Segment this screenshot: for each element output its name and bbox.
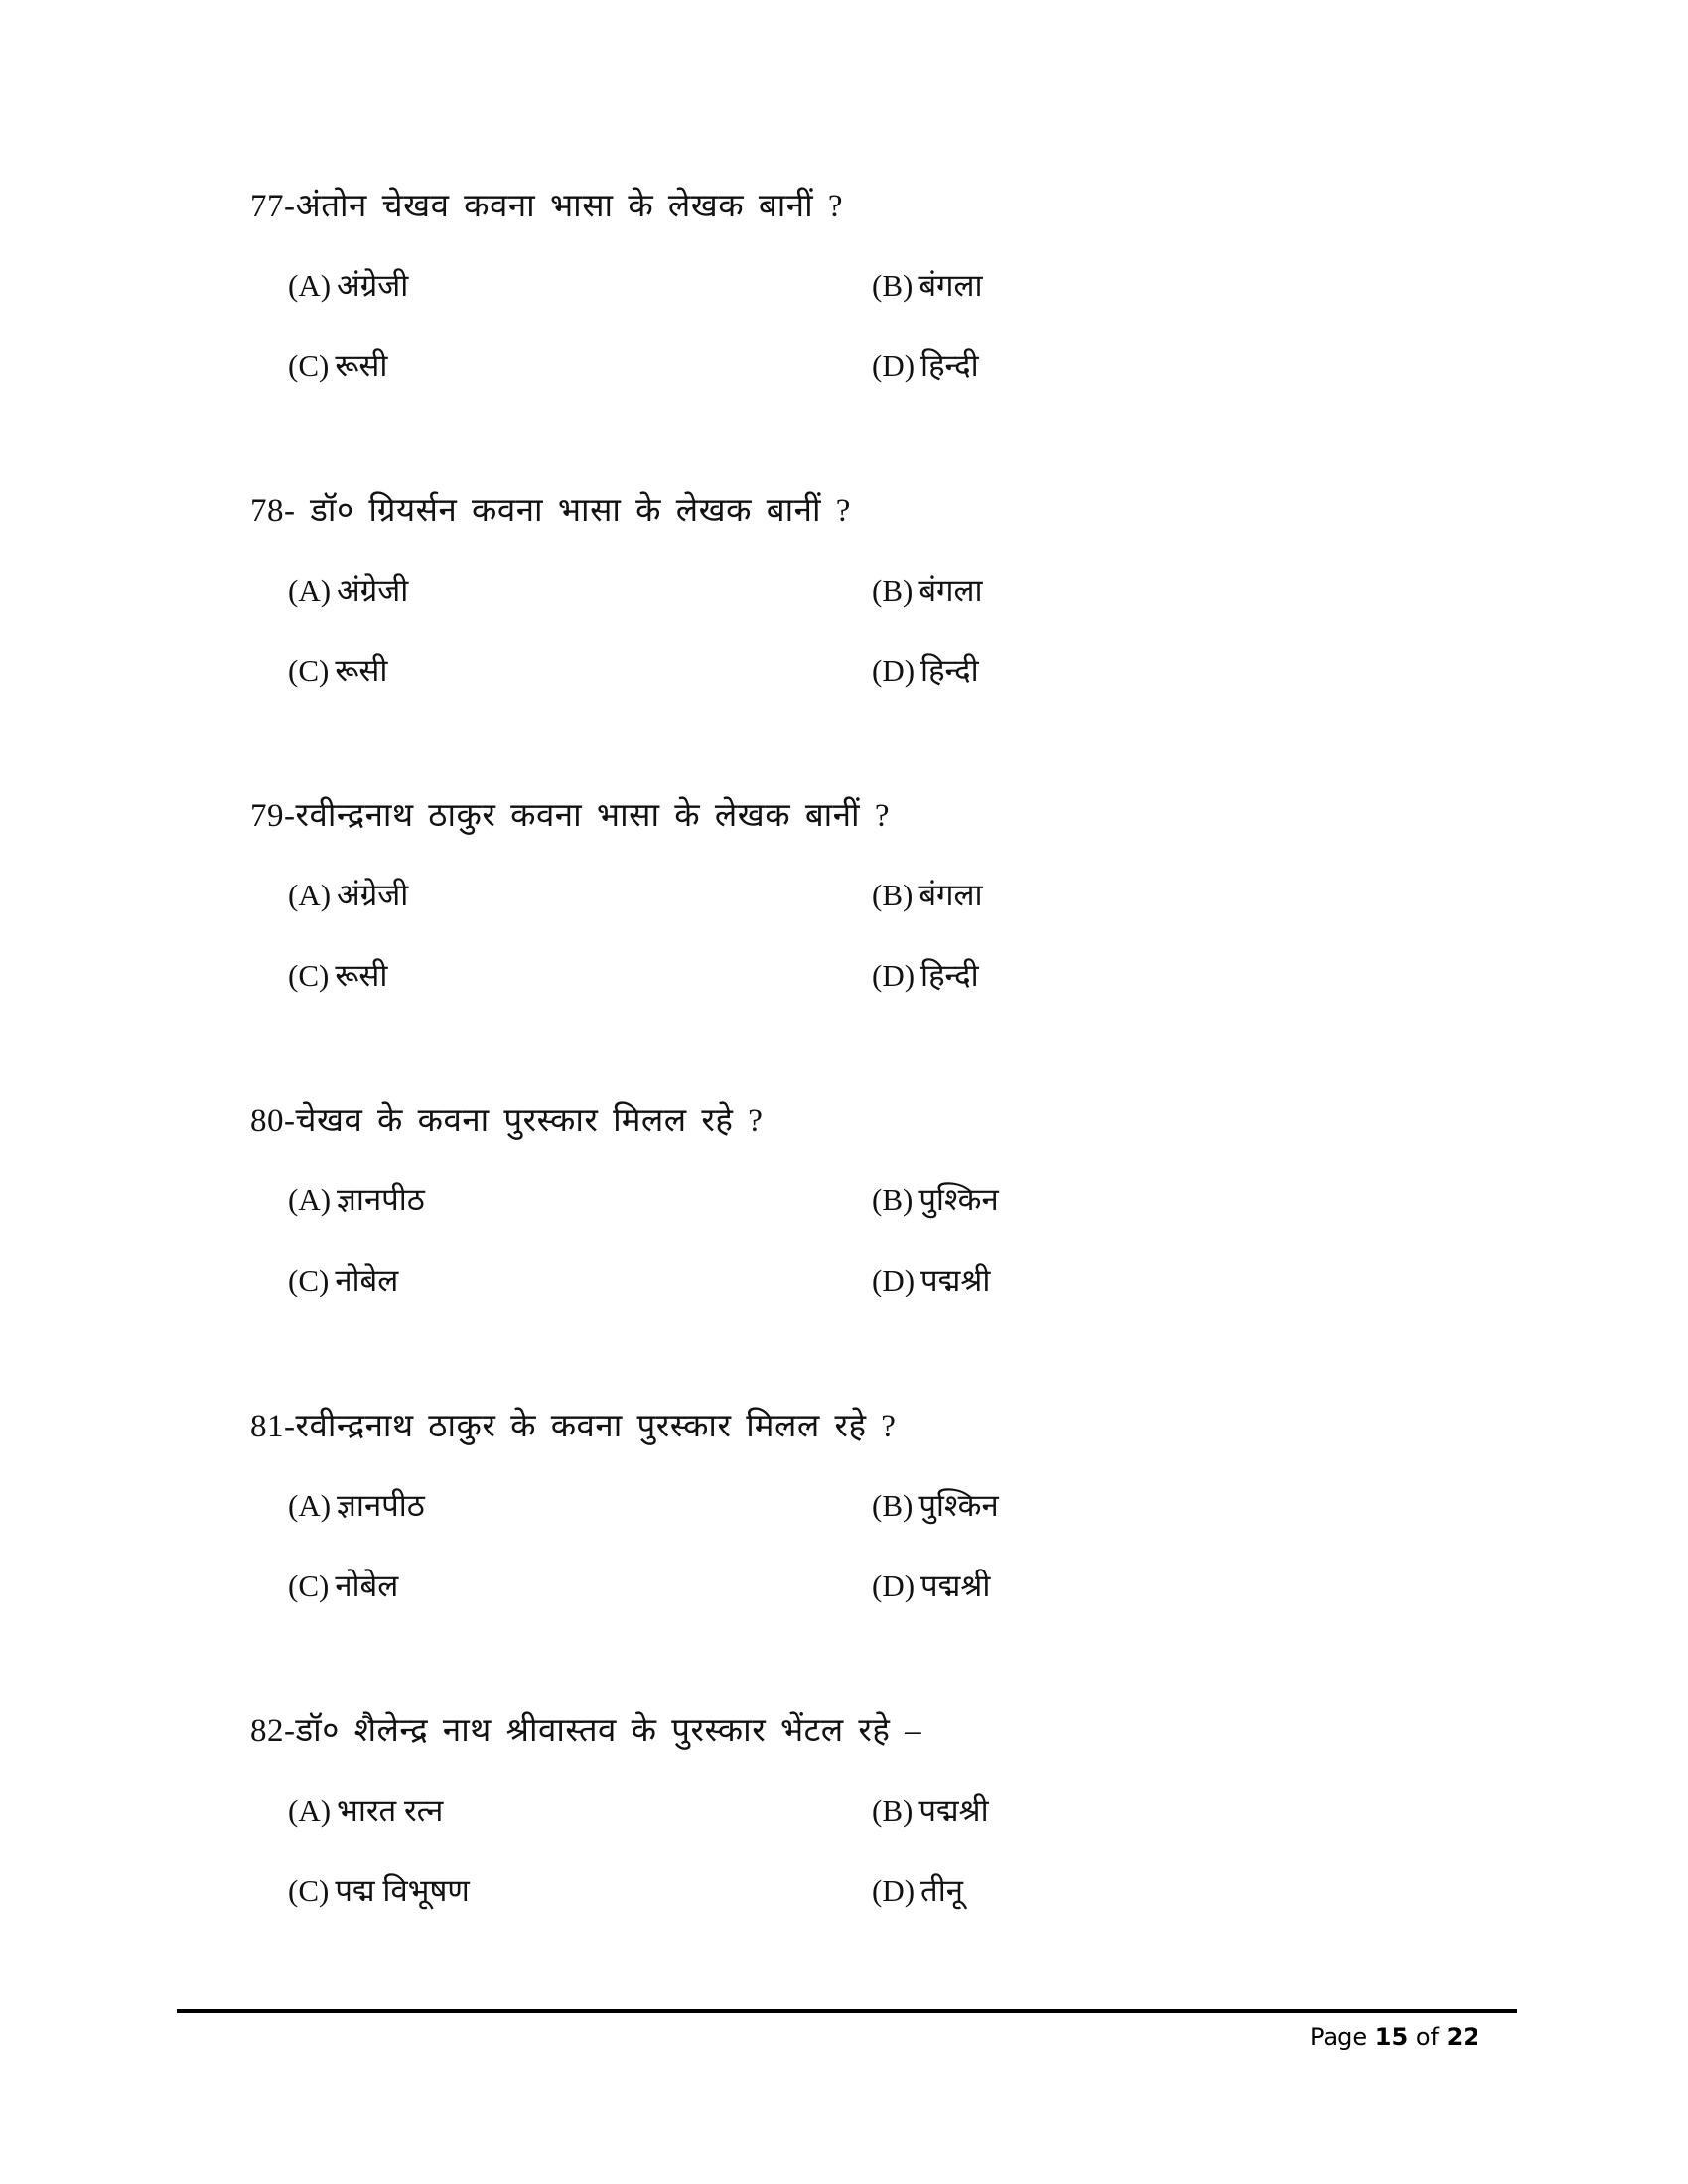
option-label: बंगला bbox=[918, 573, 983, 608]
footer-divider bbox=[177, 2009, 1517, 2013]
option-key: (D) bbox=[872, 958, 915, 993]
option-key: (B) bbox=[872, 1793, 914, 1828]
option-b bbox=[872, 1791, 989, 1831]
option-label: हिन्दी bbox=[920, 958, 979, 993]
option-d bbox=[872, 651, 979, 691]
option-d bbox=[872, 1261, 990, 1300]
option-key: (B) bbox=[872, 878, 914, 912]
current-page: 15 bbox=[1374, 2023, 1409, 2051]
option-label: तीनू bbox=[920, 1873, 963, 1908]
option-b bbox=[872, 266, 983, 306]
option-key: (A) bbox=[288, 878, 332, 912]
option-key: (C) bbox=[288, 1569, 330, 1603]
option-d bbox=[872, 1567, 990, 1606]
option-c bbox=[288, 1871, 470, 1911]
option-key: (C) bbox=[288, 653, 330, 688]
option-label: पद्मश्री bbox=[920, 1569, 991, 1603]
option-d bbox=[872, 346, 979, 386]
option-key: (C) bbox=[288, 958, 330, 993]
option-key: (D) bbox=[872, 348, 915, 383]
option-label: पुश्किन bbox=[918, 1182, 999, 1217]
option-c bbox=[288, 1261, 398, 1300]
option-key: (A) bbox=[288, 573, 332, 608]
option-label: रूसी bbox=[335, 653, 388, 688]
option-label: ज्ञानपीठ bbox=[337, 1488, 425, 1523]
option-key: (C) bbox=[288, 1263, 330, 1297]
option-label: बंगला bbox=[918, 268, 983, 303]
option-key: (B) bbox=[872, 1488, 914, 1523]
question-text: 82-डॉ० शैलेन्द्र नाथ श्रीवास्तव के पुरस्कार भेंटल रहे – bbox=[250, 1713, 922, 1749]
option-a bbox=[288, 1180, 425, 1220]
option-label: भारत रत्न bbox=[337, 1793, 444, 1828]
option-a bbox=[288, 876, 408, 915]
option-key: (B) bbox=[872, 1182, 914, 1217]
option-label: हिन्दी bbox=[920, 653, 979, 688]
question-text: 81-रवीन्द्रनाथ ठाकुर के कवना पुरस्कार मिलल रहे ? bbox=[250, 1409, 897, 1444]
option-key: (C) bbox=[288, 348, 330, 383]
option-label: अंग्रेजी bbox=[337, 268, 409, 303]
option-label: पद्म विभूषण bbox=[335, 1873, 470, 1908]
option-label: बंगला bbox=[918, 878, 983, 912]
option-a bbox=[288, 266, 408, 306]
option-d bbox=[872, 1871, 963, 1911]
option-label: अंग्रेजी bbox=[337, 878, 409, 912]
option-label: अंग्रेजी bbox=[337, 573, 409, 608]
option-c bbox=[288, 346, 387, 386]
of-label: of bbox=[1415, 2023, 1439, 2051]
option-key: (D) bbox=[872, 1569, 915, 1603]
option-d bbox=[872, 956, 979, 996]
option-label: नोबेल bbox=[335, 1569, 399, 1603]
option-key: (D) bbox=[872, 1873, 915, 1908]
option-label: पद्मश्री bbox=[920, 1263, 991, 1297]
question-text: 78- डॉ० ग्रियर्सन कवना भासा के लेखक बानीं ? bbox=[250, 493, 851, 529]
option-key: (A) bbox=[288, 268, 332, 303]
option-label: नोबेल bbox=[335, 1263, 399, 1297]
option-key: (C) bbox=[288, 1873, 330, 1908]
option-key: (B) bbox=[872, 268, 914, 303]
option-label: पुश्किन bbox=[918, 1488, 999, 1523]
option-label: रूसी bbox=[335, 958, 388, 993]
option-c bbox=[288, 956, 387, 996]
total-pages: 22 bbox=[1446, 2023, 1479, 2051]
option-c bbox=[288, 651, 387, 691]
option-label: पद्मश्री bbox=[918, 1793, 989, 1828]
page-number bbox=[1310, 2021, 1479, 2053]
option-key: (D) bbox=[872, 1263, 915, 1297]
option-c bbox=[288, 1567, 398, 1606]
question-text: 80-चेखव के कवना पुरस्कार मिलल रहे ? bbox=[250, 1103, 764, 1139]
option-a bbox=[288, 571, 408, 611]
option-b bbox=[872, 876, 983, 915]
option-key: (B) bbox=[872, 573, 914, 608]
question-text: 79-रवीन्द्रनाथ ठाकुर कवना भासा के लेखक बानीं ? bbox=[250, 798, 890, 834]
option-key: (D) bbox=[872, 653, 915, 688]
option-label: ज्ञानपीठ bbox=[337, 1182, 425, 1217]
option-a bbox=[288, 1486, 425, 1526]
option-key: (A) bbox=[288, 1793, 332, 1828]
option-label: रूसी bbox=[335, 348, 388, 383]
option-key: (A) bbox=[288, 1182, 332, 1217]
page-prefix: Page bbox=[1310, 2023, 1368, 2051]
option-key: (A) bbox=[288, 1488, 332, 1523]
option-a bbox=[288, 1791, 443, 1831]
option-b bbox=[872, 1486, 999, 1526]
option-b bbox=[872, 571, 983, 611]
question-text: 77-अंतोन चेखव कवना भासा के लेखक बानीं ? bbox=[250, 189, 844, 224]
option-label: हिन्दी bbox=[920, 348, 979, 383]
option-b bbox=[872, 1180, 999, 1220]
